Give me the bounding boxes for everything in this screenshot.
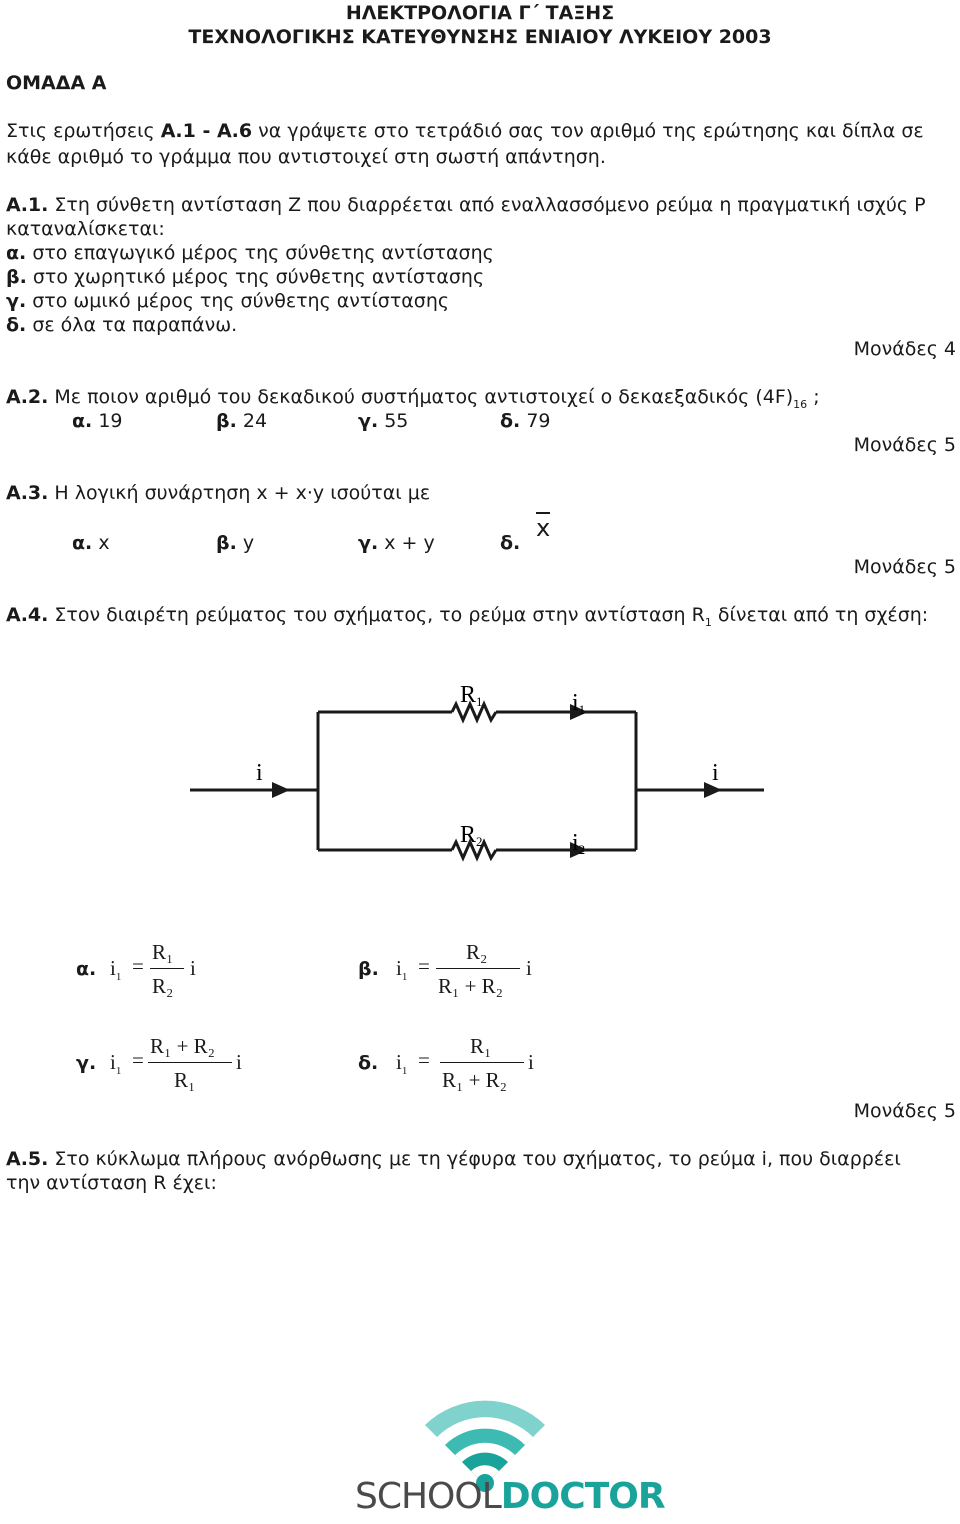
q4-option-d-numerator: R₁ bbox=[470, 1034, 492, 1058]
q4-option-a-eq: = bbox=[132, 954, 144, 978]
q4-option-c-numerator: R₁ + R₂ bbox=[150, 1034, 215, 1058]
intro-post: να γράψετε στο τετράδιό σας τον αριθμό της ερώτησης και δίπλα σε bbox=[252, 120, 924, 142]
q2-option-a-text: 19 bbox=[92, 410, 123, 432]
intro-line2: κάθε αριθμό το γράμμα που αντιστοιχεί στη σωστή απάντηση. bbox=[6, 146, 606, 168]
current-divider-circuit bbox=[0, 660, 960, 890]
q4-option-c-fraction-bar bbox=[148, 1062, 232, 1063]
q4-text: Στον διαιρέτη ρεύματος του σχήματος, το ρεύμα στην αντίσταση R bbox=[48, 604, 705, 626]
q1-option-c-text: στο ωμικό μέρος της σύνθετης αντίστασης bbox=[26, 290, 450, 312]
q1-line1 bbox=[6, 194, 926, 216]
q4-option-b-eq: = bbox=[418, 954, 430, 978]
q3-option-c-text: x + y bbox=[378, 532, 435, 554]
q4-option-a-denominator: R₂ bbox=[152, 974, 174, 998]
label-i-input: i bbox=[256, 760, 263, 786]
q1-option-b-letter: β. bbox=[6, 266, 27, 288]
q2-end: ; bbox=[807, 386, 820, 408]
q2-marks: Μονάδες 5 bbox=[853, 434, 956, 456]
q2-option-c-text: 55 bbox=[378, 410, 409, 432]
q4-option-d-letter: δ. bbox=[358, 1052, 379, 1074]
q2-line bbox=[6, 386, 820, 411]
q4-option-b-rhs: i bbox=[526, 956, 532, 980]
intro-line1 bbox=[6, 120, 924, 142]
q1-option-d-letter: δ. bbox=[6, 314, 27, 336]
q4-option-b-fraction-bar bbox=[436, 968, 520, 969]
q3-line bbox=[6, 482, 430, 504]
q1-number: Α.1. bbox=[6, 194, 49, 216]
q2-option-d-text: 79 bbox=[520, 410, 551, 432]
q1-option-b bbox=[6, 266, 484, 288]
q4-option-c-letter: γ. bbox=[76, 1052, 97, 1074]
intro-range: Α.1 - Α.6 bbox=[160, 120, 253, 142]
q3-option-b bbox=[216, 532, 254, 554]
q2-option-c bbox=[358, 410, 408, 432]
q3-option-b-letter: β. bbox=[216, 532, 237, 554]
doc-title-line1: ΗΛΕΚΤΡΟΛΟΓΙΑ Γ΄ ΤΑΞΗΣ bbox=[345, 2, 615, 24]
q2-option-a bbox=[72, 410, 123, 432]
q1-option-d bbox=[6, 314, 237, 336]
q4-text-end: δίνεται από τη σχέση: bbox=[711, 604, 929, 626]
q3-option-b-text: y bbox=[236, 532, 255, 554]
q4-option-b-denominator: R₁ + R₂ bbox=[438, 974, 503, 998]
q4-option-b-lhs: $i_1$ bbox=[396, 956, 408, 984]
q2-option-d-letter: δ. bbox=[500, 410, 521, 432]
q1-option-c bbox=[6, 290, 449, 312]
q3-marks: Μονάδες 5 bbox=[853, 556, 956, 578]
doc-title-line2: ΤΕΧΝΟΛΟΓΙΚΗΣ ΚΑΤΕΥΘΥΝΣΗΣ ΕΝΙΑΙΟΥ ΛΥΚΕΙΟΥ 2003 bbox=[188, 26, 772, 48]
q2-option-b bbox=[216, 410, 267, 432]
q4-option-a-fraction-bar bbox=[150, 968, 184, 969]
q3-option-d-symbol: x bbox=[536, 514, 551, 542]
q4-option-a-lhs: $i_1$ bbox=[110, 956, 122, 984]
logo-school: SCHOOL bbox=[355, 1476, 501, 1517]
intro-pre: Στις ερωτήσεις bbox=[6, 120, 161, 142]
q4-option-a-letter: α. bbox=[76, 958, 97, 980]
q4-line bbox=[6, 604, 928, 629]
q5-line1 bbox=[6, 1148, 901, 1170]
q2-option-a-letter: α. bbox=[72, 410, 93, 432]
q3-option-a bbox=[72, 532, 110, 554]
q3-option-d bbox=[500, 532, 520, 554]
q1-option-a-letter: α. bbox=[6, 242, 27, 264]
q1-option-b-text: στο χωρητικό μέρος της σύνθετης αντίστασης bbox=[26, 266, 485, 288]
q3-option-a-letter: α. bbox=[72, 532, 93, 554]
q4-marks: Μονάδες 5 bbox=[853, 1100, 956, 1122]
q1-option-a-text: στο επαγωγικό μέρος της σύνθετης αντίστασης bbox=[26, 242, 494, 264]
q1-option-c-letter: γ. bbox=[6, 290, 27, 312]
label-i1: i1 bbox=[572, 690, 586, 717]
q5-line2: την αντίσταση R έχει: bbox=[6, 1172, 217, 1194]
q4-option-d-lhs: $i_1$ bbox=[396, 1050, 408, 1078]
q3-option-d-letter: δ. bbox=[500, 532, 521, 554]
q4-option-d-eq: = bbox=[418, 1048, 430, 1072]
q3-option-c-letter: γ. bbox=[358, 532, 379, 554]
q3-option-c bbox=[358, 532, 435, 554]
q4-option-c-rhs: i bbox=[236, 1050, 242, 1074]
q4-option-c-eq: = bbox=[132, 1048, 144, 1072]
q2-option-c-letter: γ. bbox=[358, 410, 379, 432]
q4-option-b-numerator: R₂ bbox=[466, 940, 488, 964]
q5-number: Α.5. bbox=[6, 1148, 49, 1170]
q1-option-a bbox=[6, 242, 494, 264]
q4-option-b-letter: β. bbox=[358, 958, 379, 980]
label-i2: i2 bbox=[572, 830, 586, 857]
q3-text: Η λογική συνάρτηση x + x·y ισούται με bbox=[48, 482, 431, 504]
q4-option-d-denominator: R₁ + R₂ bbox=[442, 1068, 507, 1092]
q4-option-c-lhs: $i_1$ bbox=[110, 1050, 122, 1078]
q2-subscript: 16 bbox=[793, 397, 808, 411]
q5-text: Στο κύκλωμα πλήρους ανόρθωσης με τη γέφυρα του σχήματος, το ρεύμα i, που διαρρέει bbox=[48, 1148, 901, 1170]
q4-subscript: 1 bbox=[704, 615, 712, 629]
schooldoctor-logo bbox=[355, 1476, 665, 1517]
q2-number: Α.2. bbox=[6, 386, 49, 408]
label-r1: R1 bbox=[460, 682, 483, 709]
q4-option-d-rhs: i bbox=[528, 1050, 534, 1074]
arrow-input bbox=[272, 782, 290, 798]
q3-option-a-text: x bbox=[92, 532, 110, 554]
q3-number: Α.3. bbox=[6, 482, 49, 504]
q1-marks: Μονάδες 4 bbox=[853, 338, 956, 360]
logo-doctor: DOCTOR bbox=[500, 1476, 665, 1517]
q1-text: Στη σύνθετη αντίσταση Ζ που διαρρέεται από εναλλασσόμενο ρεύμα η πραγματική ισχύς Ρ bbox=[48, 194, 926, 216]
q1-option-d-text: σε όλα τα παραπάνω. bbox=[26, 314, 238, 336]
q4-option-c-denominator: R₁ bbox=[174, 1068, 196, 1092]
q4-option-a-numerator: R₁ bbox=[152, 940, 174, 964]
q1-line2: καταναλίσκεται: bbox=[6, 218, 165, 240]
q4-option-a-rhs: i bbox=[190, 956, 196, 980]
q2-option-d bbox=[500, 410, 551, 432]
label-r2: R2 bbox=[460, 822, 483, 849]
q2-option-b-text: 24 bbox=[236, 410, 268, 432]
q2-option-b-letter: β. bbox=[216, 410, 237, 432]
q4-option-d-fraction-bar bbox=[440, 1062, 524, 1063]
group-heading: ΟΜΑΔΑ Α bbox=[6, 72, 107, 94]
q4-number: Α.4. bbox=[6, 604, 49, 626]
label-i-output: i bbox=[712, 760, 719, 786]
q2-text: Με ποιον αριθμό του δεκαδικού συστήματος αντιστοιχεί ο δεκαεξαδικός (4F) bbox=[48, 386, 794, 408]
